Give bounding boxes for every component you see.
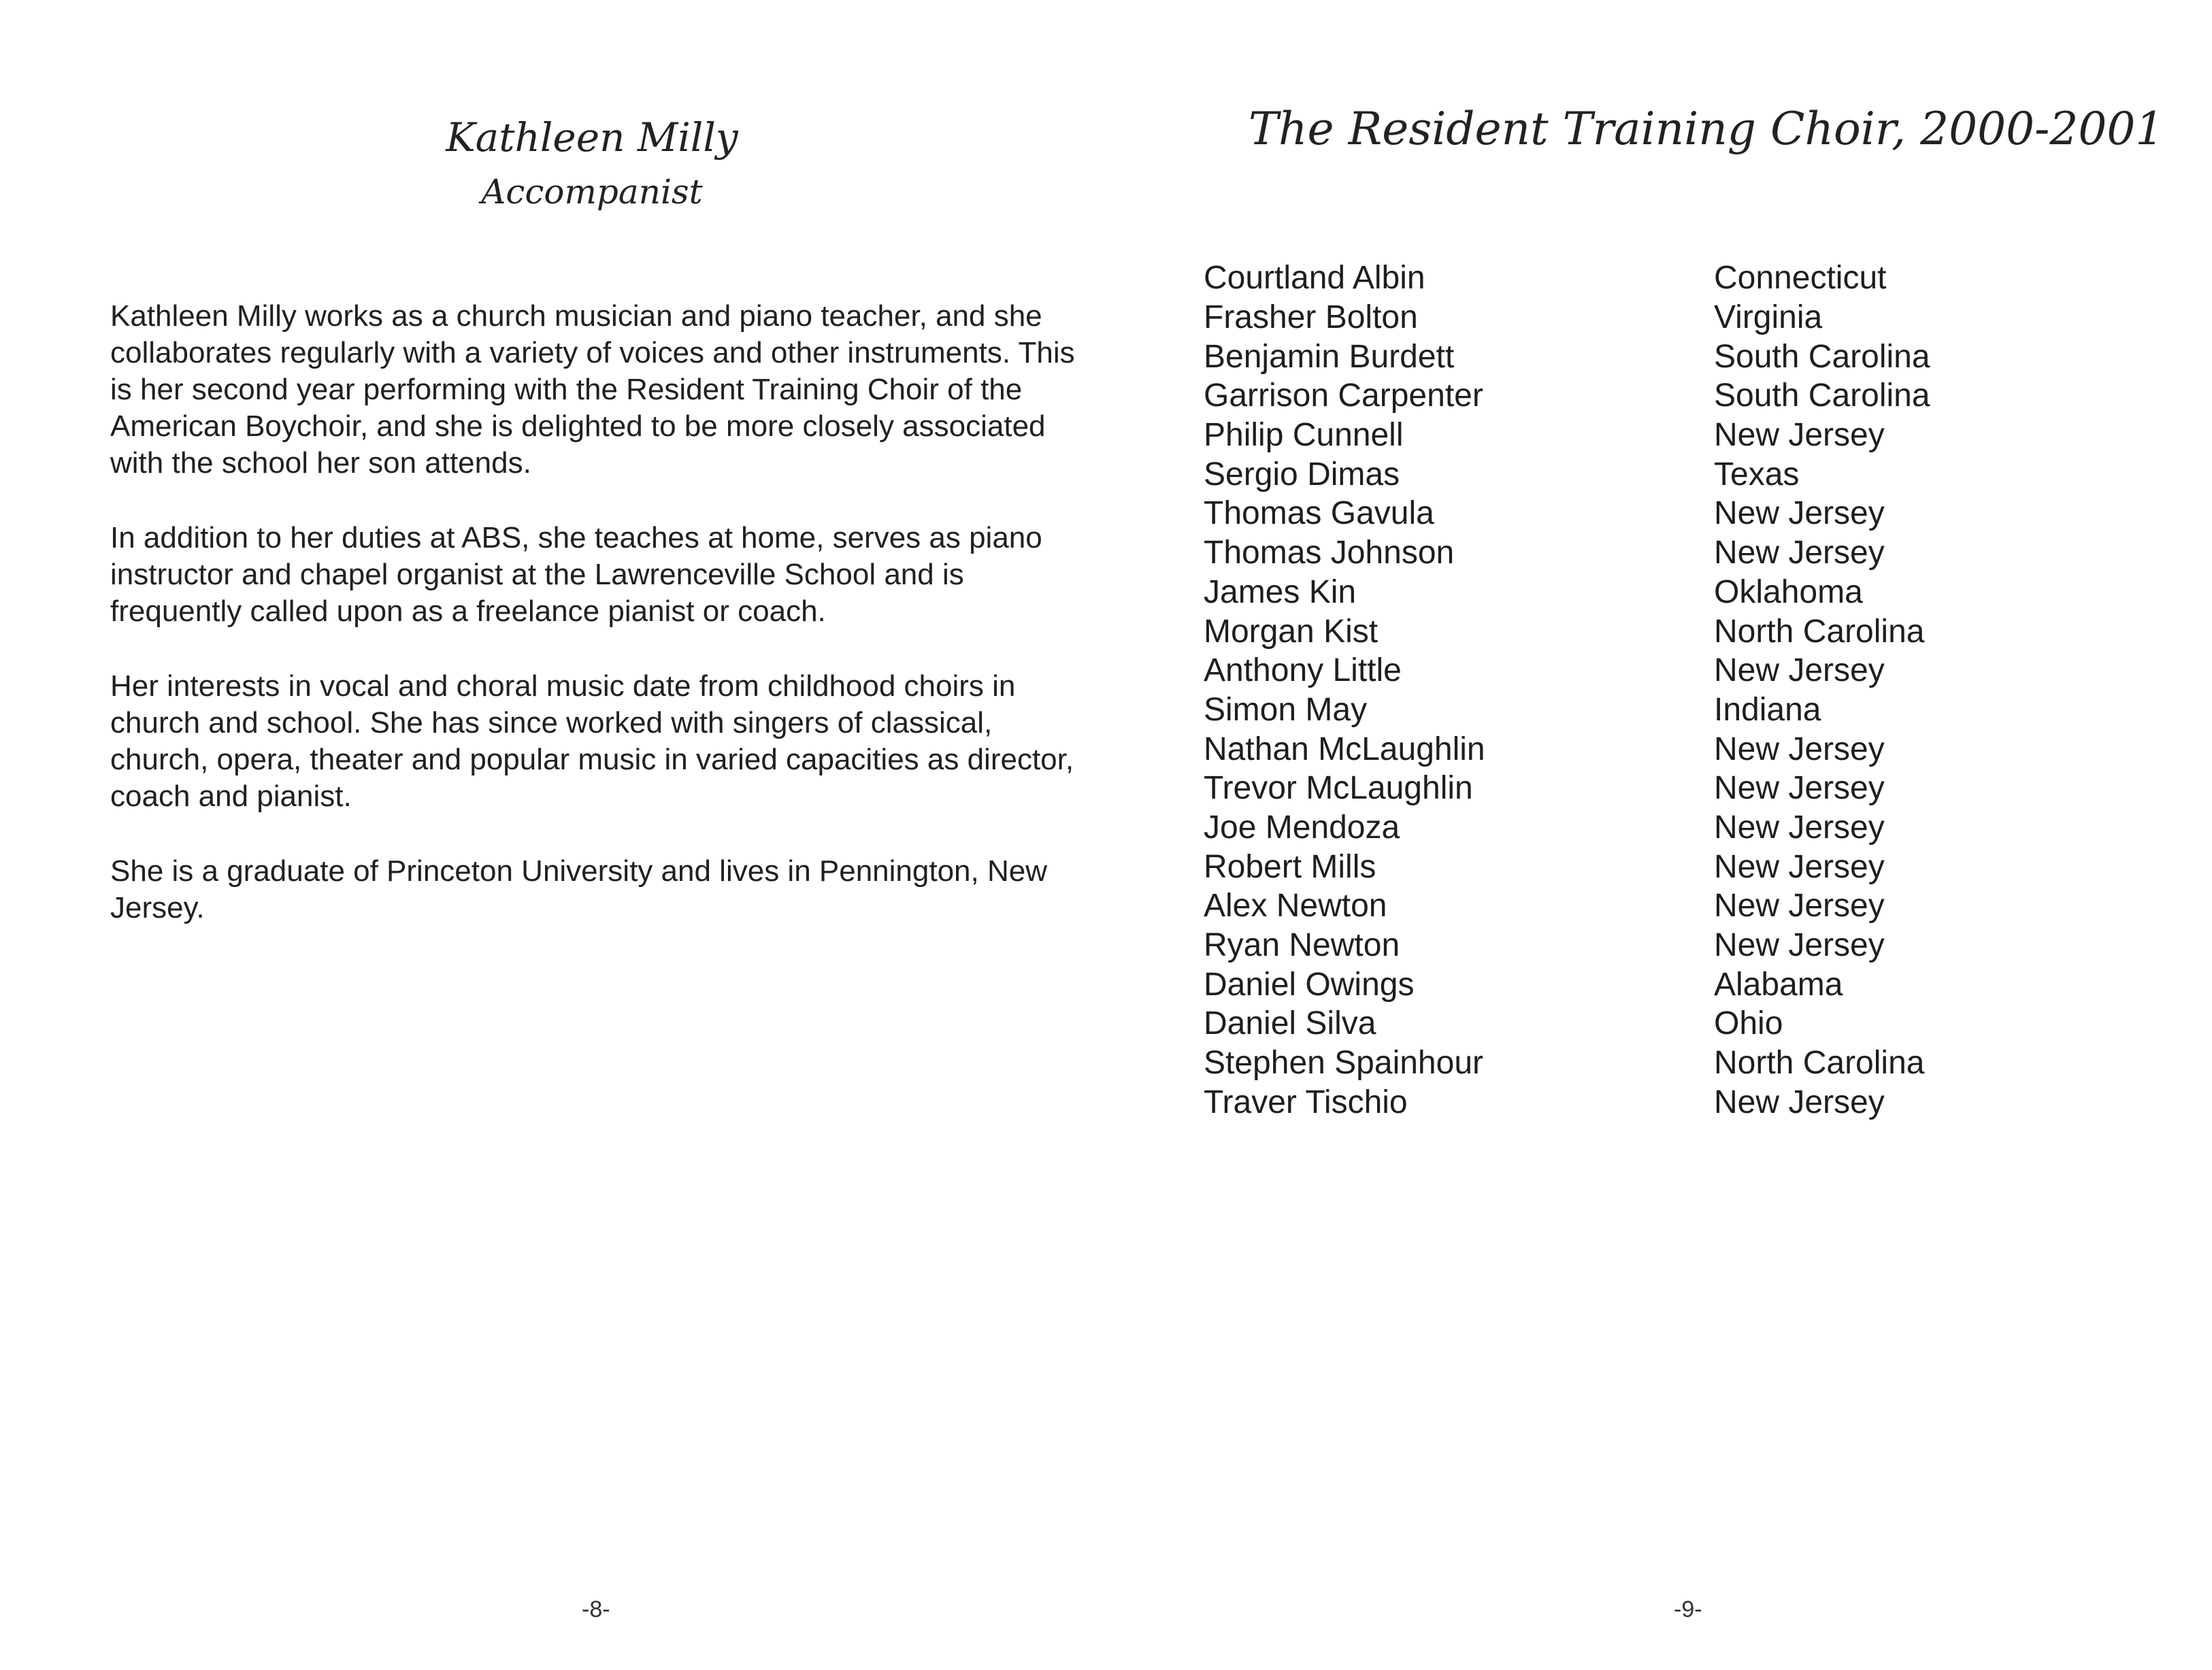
member-state: Texas (1714, 456, 1800, 492)
member-state: Ohio (1714, 1005, 1783, 1042)
roster-row (1204, 651, 2088, 690)
member-state: New Jersey (1714, 809, 1885, 846)
member-state: New Jersey (1714, 770, 1885, 807)
roster-row (1204, 769, 2088, 808)
roster-row (1204, 454, 2088, 494)
member-name: Ryan Newton (1204, 927, 1400, 964)
bio-role-heading: Accompanist (481, 172, 703, 212)
roster-row (1204, 729, 2088, 769)
roster-row (1204, 847, 2088, 886)
roster-row (1204, 690, 2088, 730)
roster-row (1204, 1043, 2088, 1083)
member-state: New Jersey (1714, 417, 1885, 454)
bio-paragraph: In addition to her duties at ABS, she teaches at home, serves as piano instructor and chapel organist at the Lawrenceville School and is frequently called upon as a freelance pianist or coach. (110, 521, 1042, 628)
roster-row (1204, 494, 2088, 533)
choir-roster-title: The Resident Training Choir, 2000-2001 (1249, 103, 2164, 155)
page-9 (1106, 0, 2212, 1670)
member-name: Robert Mills (1204, 848, 1376, 885)
member-state: Virginia (1714, 299, 1823, 336)
roster-row (1204, 533, 2088, 573)
member-state: New Jersey (1714, 495, 1885, 532)
member-state: New Jersey (1714, 731, 1885, 767)
member-state: New Jersey (1714, 888, 1885, 924)
member-state: New Jersey (1714, 652, 1885, 689)
member-name: Trevor McLaughlin (1204, 770, 1473, 807)
member-state: New Jersey (1714, 848, 1885, 885)
member-name: Courtland Albin (1204, 260, 1425, 297)
roster-row (1204, 926, 2088, 965)
roster-row (1204, 337, 2088, 376)
member-state: North Carolina (1714, 613, 1925, 650)
roster-row (1204, 965, 2088, 1004)
bio-name-heading: Kathleen Milly (446, 114, 738, 161)
member-name: Thomas Gavula (1204, 495, 1434, 532)
member-name: Alex Newton (1204, 888, 1387, 924)
member-state: Connecticut (1714, 260, 1887, 297)
bio-paragraph: She is a graduate of Princeton University and lives in Pennington, New Jersey. (110, 854, 1047, 924)
roster-row (1204, 376, 2088, 416)
roster-row (1204, 612, 2088, 651)
member-name: Frasher Bolton (1204, 299, 1418, 336)
member-name: Morgan Kist (1204, 613, 1379, 650)
member-state: New Jersey (1714, 1084, 1885, 1120)
member-name: Sergio Dimas (1204, 456, 1400, 492)
bio-paragraph: Her interests in vocal and choral music date from childhood choirs in church and school. She has since worked with singers of classical, church, opera, theater and popular music in varied capacities as director, coach and pianist. (110, 669, 1074, 813)
roster-row (1204, 573, 2088, 612)
member-state: South Carolina (1714, 378, 1930, 414)
member-name: Philip Cunnell (1204, 417, 1404, 454)
choir-roster (1204, 258, 2088, 1122)
roster-row (1204, 258, 2088, 298)
roster-row (1204, 1004, 2088, 1043)
member-state: Indiana (1714, 691, 1821, 728)
member-state: Oklahoma (1714, 573, 1863, 610)
member-name: James Kin (1204, 573, 1357, 610)
member-state: North Carolina (1714, 1045, 1925, 1082)
member-name: Traver Tischio (1204, 1084, 1408, 1120)
member-name: Simon May (1204, 691, 1368, 728)
member-name: Benjamin Burdett (1204, 338, 1455, 375)
page-number: -8- (582, 1597, 610, 1622)
member-state: South Carolina (1714, 338, 1930, 375)
biography (110, 298, 1076, 965)
member-name: Joe Mendoza (1204, 809, 1400, 846)
member-name: Nathan McLaughlin (1204, 731, 1485, 767)
member-name: Garrison Carpenter (1204, 378, 1483, 414)
member-name: Stephen Spainhour (1204, 1045, 1483, 1082)
member-state: Alabama (1714, 966, 1843, 1003)
roster-row (1204, 808, 2088, 848)
member-state: New Jersey (1714, 927, 1885, 964)
member-state: New Jersey (1714, 535, 1885, 571)
roster-row (1204, 298, 2088, 337)
roster-row (1204, 886, 2088, 926)
member-name: Daniel Silva (1204, 1005, 1376, 1042)
member-name: Anthony Little (1204, 652, 1402, 689)
member-name: Daniel Owings (1204, 966, 1415, 1003)
page-number: -9- (1674, 1597, 1702, 1622)
bio-paragraph: Kathleen Milly works as a church musician and piano teacher, and she collaborates regularly with a variety of voices and other instruments. This is her second year performing with the Resident Training Choir of the American Boychoir, and she is delighted to be more closely associated with the school her son attends. (110, 299, 1075, 480)
roster-row (1204, 416, 2088, 455)
roster-row (1204, 1082, 2088, 1122)
member-name: Thomas Johnson (1204, 535, 1455, 571)
